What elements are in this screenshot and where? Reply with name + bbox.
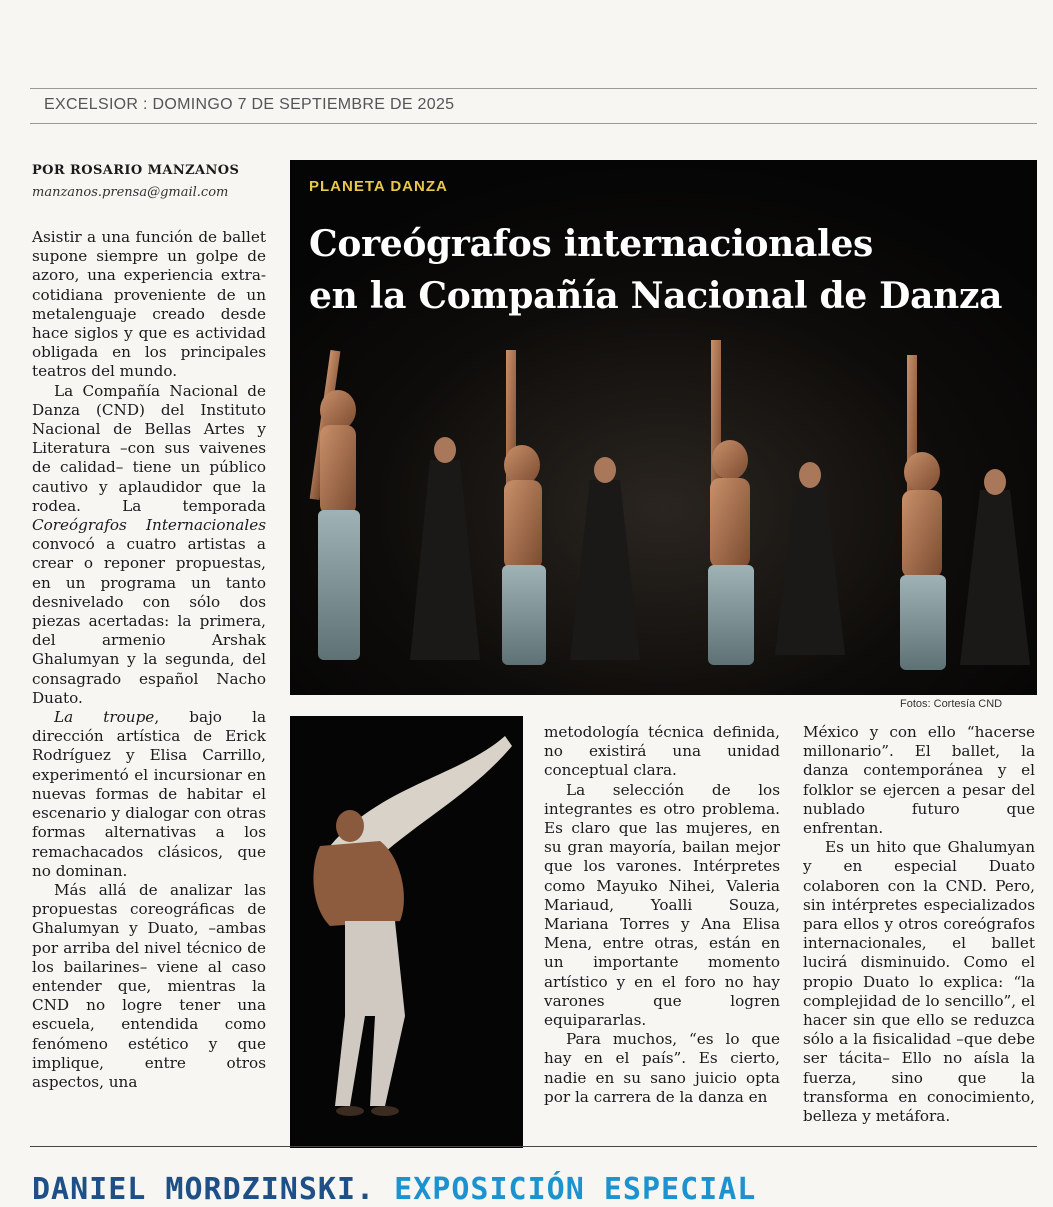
divider (30, 1146, 1037, 1147)
paragraph: La selección de los integrantes es otro problema. Es claro que las mujeres, en su gran mayoría, bailan mejor que los varones. Intérpretes como Mayuko Nihei, Valeria Mariaud, Yoalli Souza, Mariana Torres y Ana Elisa Mena, entre otras, están en un importante momento artístico y en el foro no hay varones que logren equipararlas. (544, 780, 780, 1030)
article-column-1 (32, 228, 266, 1092)
paragraph: metodología técnica definida, no existirá una unidad conceptual clara. (544, 723, 780, 780)
banner-subtitle: EXPOSICIÓN ESPECIAL (394, 1172, 757, 1207)
photo-credit: Fotos: Cortesía CND (900, 698, 1003, 710)
paragraph: México y con ello “hacerse millonario”. El ballet, la danza contemporánea y el folklor se ejercen a pesar del nublado futuro que enfrentan. (803, 723, 1035, 838)
article-column-2 (544, 723, 780, 1107)
paragraph: La Compañía Nacional de Danza (CND) del Instituto Nacional de Bellas Artes y Literatura –con sus vaivenes de calidad– tiene un público cautivo y aplaudidor que la rodea. La temporada Coreógrafos Internacionales convocó a cuatro artistas a crear o reponer propuestas, en un programa un tanto desnivelado con sólo dos piezas acertadas: la primera, del armenio Arshak Ghalumyan y la segunda, del consagrado español Nacho Duato. (32, 381, 266, 707)
dance-duet-photo-icon (290, 716, 523, 1148)
byline-author: POR ROSARIO MANZANOS (32, 163, 240, 178)
secondary-photo (290, 716, 523, 1148)
paragraph: Asistir a una función de ballet supone siempre un golpe de azoro, una experiencia extra-cotidiana proveniente de un metalenguaje creado desde hace siglos y que es actividad obligada en los principales teatros del mundo. (32, 228, 266, 381)
paragraph: Para muchos, “es lo que hay en el país”. Es cierto, nadie en su sano juicio opta por la carrera de la danza en (544, 1030, 780, 1106)
paragraph: Más allá de analizar las propuestas coreográficas de Ghalumyan y Duato, –ambas por arriba del nivel técnico de los bailarines– viene al caso entender que, mientras la CND no logre tener una escuela, entendida como fenómeno estético y que implique, entre otros aspectos, una (32, 880, 266, 1091)
section-kicker: PLANETA DANZA (309, 178, 448, 195)
paragraph: La troupe, bajo la dirección artística de Erick Rodríguez y Elisa Carrillo, experimentó el incursionar en nuevas formas de habitar el escenario y dialogar con otras formas alternativas a los remachacados clásicos, que no dominan. (32, 708, 267, 880)
banner-name: DANIEL MORDZINSKI. (32, 1172, 376, 1207)
article-column-3 (803, 723, 1035, 1126)
byline-email[interactable]: manzanos.prensa@gmail.com (32, 185, 229, 200)
promo-banner[interactable] (32, 1172, 756, 1207)
article-headline: Coreógrafos internacionales en la Compañía Nacional de Danza (309, 223, 1003, 317)
paragraph: Es un hito que Ghalumyan y en especial Duato colaboren con la CND. Pero, sin intérpretes especializados para ellos y otros coreógrafos internacionales, el ballet lucirá disminuido. Como el propio Duato lo explica: “la complejidad de lo sencillo”, el hacer sin que ello se reduzca sólo a la fisicalidad –que debe ser tácita– Ello no aísla la fuerza, sino que la transforma en conocimiento, belleza y metáfora. (803, 838, 1035, 1126)
page-header: EXCELSIOR : DOMINGO 7 DE SEPTIEMBRE DE 2025 (44, 96, 455, 113)
